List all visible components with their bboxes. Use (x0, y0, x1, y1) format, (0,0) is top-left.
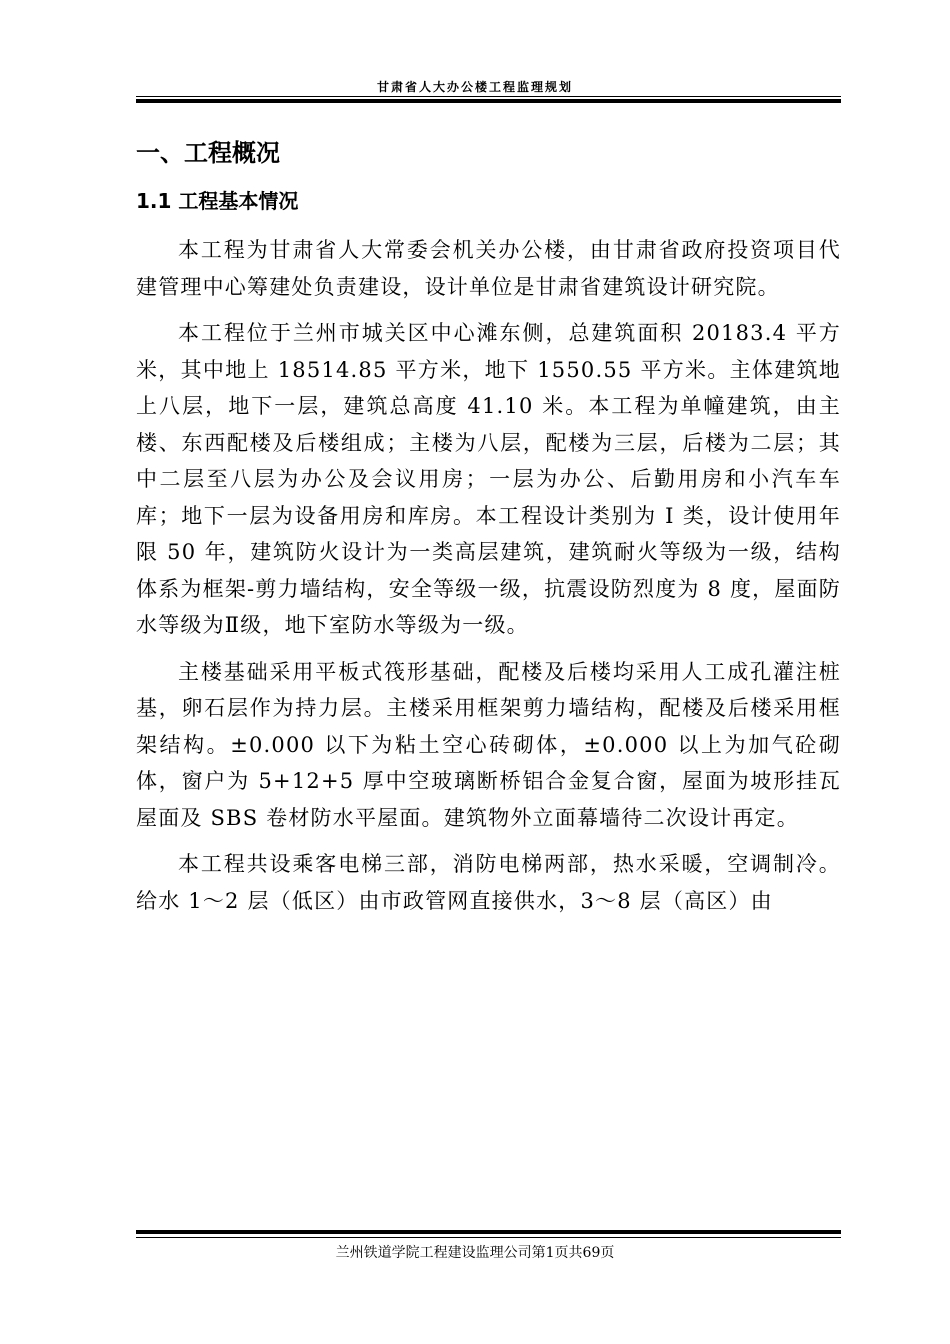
footer-rule-thin (136, 1237, 841, 1238)
subsection-heading: 1.1 工程基本情况 (136, 189, 299, 213)
paragraph: 本工程为甘肃省人大常委会机关办公楼，由甘肃省政府投资项目代建管理中心筹建处负责建设，设计单位是甘肃省建筑设计研究院。 (136, 238, 841, 299)
footer-rule-thick (136, 1230, 841, 1234)
header-rule-thick (136, 99, 841, 103)
section-heading: 一、工程概况 (136, 139, 280, 167)
page-footer: 兰州铁道学院工程建设监理公司第1页共69页 (335, 1245, 615, 1261)
paragraph: 主楼基础采用平板式筏形基础，配楼及后楼均采用人工成孔灌注桩基，卵石层作为持力层。主楼采用框架剪力墙结构，配楼及后楼采用框架结构。±0.000 以下为粘土空心砖砌体，±0.000 以上为加气砼砌体，窗户为 5+12+5 厚中空玻璃断桥铝合金复合窗，屋面为坡形挂瓦屋面及 SBS 卷材防水平屋面。建筑物外立面幕墙待二次设计再定。 (136, 659, 841, 830)
header-rule-thin (136, 96, 841, 97)
body-text (136, 232, 841, 929)
paragraph: 本工程共设乘客电梯三部，消防电梯两部，热水采暖，空调制冷。给水 1～2 层（低区）由市政管网直接供水，3～8 层（高区）由 (136, 852, 841, 913)
paragraph: 本工程位于兰州市城关区中心滩东侧，总建筑面积 20183.4 平方米，其中地上 18514.85 平方米，地下 1550.55 平方米。主体建筑地上八层，地下一层，建筑总高度 41.10 米。本工程为单幢建筑，由主楼、东西配楼及后楼组成；主楼为八层，配楼为三层，后楼为二层；其中二层至八层为办公及会议用房；一层为办公、后勤用房和小汽车车库；地下一层为设备用房和库房。本工程设计类别为 I 类，设计使用年限 50 年，建筑防火设计为一类高层建筑，建筑耐火等级为一级，结构体系为框架-剪力墙结构，安全等级一级，抗震设防烈度为 8 度，屋面防水等级为Ⅱ级，地下室防水等级为一级。 (136, 321, 841, 637)
running-header: 甘肃省人大办公楼工程监理规划 (376, 80, 573, 94)
